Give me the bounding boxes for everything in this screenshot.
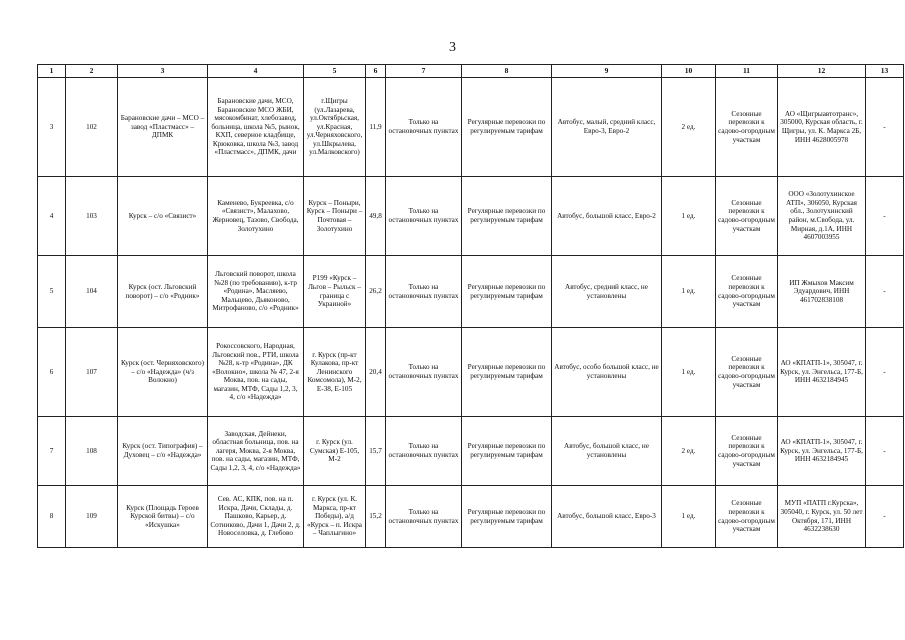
carrier-cell: ИП Жмыхов Максим Эдуардович, ИНН 461702838108: [778, 256, 866, 328]
header-cell: 13: [866, 65, 904, 78]
table-row: [38, 78, 904, 177]
route-name-cell: Барановские дачи – МСО – завод «Пластмасс» – ДПМК: [118, 78, 208, 177]
header-cell: 5: [304, 65, 366, 78]
notes-cell: -: [866, 256, 904, 328]
route-number-cell: 102: [66, 78, 118, 177]
vehicle-class-cell: Автобус, средний класс, не установлены: [552, 256, 662, 328]
vehicle-class-cell: Автобус, особо большой класс, не установлены: [552, 328, 662, 417]
route-number-cell: 104: [66, 256, 118, 328]
stops-cell: Заводская, Дейнеки, областная больница, пов. на лагеря, Моква, 2-я Моква, пов. на сады, магазин, МТФ, Сады 1,2, 3, 4, с/о «Надежда»: [208, 417, 304, 486]
streets-cell: г. Курск (ул. Сумская) Е-105, М-2: [304, 417, 366, 486]
route-name-cell: Курск (Площадь Героев Курской битвы) – с/о «Искушка»: [118, 486, 208, 548]
transport-type-cell: Регулярные перевозки по регулируемым тарифам: [462, 177, 552, 256]
header-cell: 8: [462, 65, 552, 78]
row-number-cell: 5: [38, 256, 66, 328]
transport-type-cell: Регулярные перевозки по регулируемым тарифам: [462, 328, 552, 417]
row-number-cell: 3: [38, 78, 66, 177]
length-cell: 49,8: [366, 177, 386, 256]
route-number-cell: 107: [66, 328, 118, 417]
route-number-cell: 103: [66, 177, 118, 256]
transport-type-cell: Регулярные перевозки по регулируемым тарифам: [462, 256, 552, 328]
boarding-cell: Только на остановочных пунктах: [386, 486, 462, 548]
vehicle-class-cell: Автобус, большой класс, не установлены: [552, 417, 662, 486]
table-row: [38, 328, 904, 417]
route-name-cell: Курск (ост. Типография) – Духовец – с/о «Надежда»: [118, 417, 208, 486]
schedule-type-cell: Сезонные перевозки к садово-огородным участкам: [716, 328, 778, 417]
vehicle-count-cell: 2 ед.: [662, 417, 716, 486]
streets-cell: Курск – Поныри, Курск – Поныри – Почтовая – Золотухино: [304, 177, 366, 256]
length-cell: 26,2: [366, 256, 386, 328]
notes-cell: -: [866, 177, 904, 256]
vehicle-class-cell: Автобус, большой класс, Евро-2: [552, 177, 662, 256]
header-cell: 11: [716, 65, 778, 78]
route-name-cell: Курск (ост. Льговский поворот) – с/о «Родник»: [118, 256, 208, 328]
streets-cell: г. Курск (пр-кт Кулакова, пр-кт Ленинского Комсомола), М-2, Е-38, Е-105: [304, 328, 366, 417]
notes-cell: -: [866, 78, 904, 177]
vehicle-count-cell: 2 ед.: [662, 78, 716, 177]
header-cell: 1: [38, 65, 66, 78]
boarding-cell: Только на остановочных пунктах: [386, 417, 462, 486]
header-cell: 7: [386, 65, 462, 78]
schedule-type-cell: Сезонные перевозки к садово-огородным участкам: [716, 486, 778, 548]
notes-cell: -: [866, 328, 904, 417]
length-cell: 20,4: [366, 328, 386, 417]
stops-cell: Каменево, Букреевка, с/о «Связист», Малахово, Жерновец, Тазово, Свобода, Золотухино: [208, 177, 304, 256]
boarding-cell: Только на остановочных пунктах: [386, 177, 462, 256]
transport-type-cell: Регулярные перевозки по регулируемым тарифам: [462, 78, 552, 177]
boarding-cell: Только на остановочных пунктах: [386, 328, 462, 417]
row-number-cell: 8: [38, 486, 66, 548]
route-name-cell: Курск – с/о «Связист»: [118, 177, 208, 256]
schedule-type-cell: Сезонные перевозки к садово-огородным участкам: [716, 417, 778, 486]
transport-type-cell: Регулярные перевозки по регулируемым тарифам: [462, 417, 552, 486]
vehicle-count-cell: 1 ед.: [662, 177, 716, 256]
header-cell: 3: [118, 65, 208, 78]
stops-cell: Рокоссовского, Народная, Льговский пов., РТИ, школа №28, к-тр «Родина», ДК «Волокно», школа № 47, 2-я Моква, пов. на сады, магазин, МТФ, Сады 1,2, 3, 4, с/о «Надежда»: [208, 328, 304, 417]
notes-cell: -: [866, 417, 904, 486]
length-cell: 15,2: [366, 486, 386, 548]
schedule-type-cell: Сезонные перевозки к садово-огородным участкам: [716, 256, 778, 328]
header-cell: 12: [778, 65, 866, 78]
vehicle-count-cell: 1 ед.: [662, 328, 716, 417]
table-row: [38, 256, 904, 328]
route-name-cell: Курск (ост. Черняховского) – с/о «Надежда» (ч/з Волокно): [118, 328, 208, 417]
header-cell: 2: [66, 65, 118, 78]
header-cell: 9: [552, 65, 662, 78]
streets-cell: г. Курск (ул. К. Маркса, пр-кт Победы), а/д «Курск – п. Искра – Чаплыгино»: [304, 486, 366, 548]
schedule-type-cell: Сезонные перевозки к садово-огородным участкам: [716, 78, 778, 177]
streets-cell: г.Щигры (ул.Лазарева, ул.Октябрьская, ул.Красная, ул.Черняховского, ул.Шкрылева, ул.Малковского): [304, 78, 366, 177]
stops-cell: Барановские дачи, МСО, Барановские МСО ЖБИ, мясокомбинат, хлебозавод, больница, школа №5, рынок, КХП, северное кладбище, Крюковка, школа №3, завод «Пластмасс», ДПМК, дачи: [208, 78, 304, 177]
route-number-cell: 109: [66, 486, 118, 548]
transport-type-cell: Регулярные перевозки по регулируемым тарифам: [462, 486, 552, 548]
row-number-cell: 4: [38, 177, 66, 256]
row-number-cell: 7: [38, 417, 66, 486]
boarding-cell: Только на остановочных пунктах: [386, 78, 462, 177]
streets-cell: Р199 «Курск – Льгов – Рыльск – граница с Украиной»: [304, 256, 366, 328]
vehicle-class-cell: Автобус, большой класс, Евро-3: [552, 486, 662, 548]
header-cell: 6: [366, 65, 386, 78]
vehicle-count-cell: 1 ед.: [662, 256, 716, 328]
table-row: [38, 486, 904, 548]
boarding-cell: Только на остановочных пунктах: [386, 256, 462, 328]
vehicle-count-cell: 1 ед.: [662, 486, 716, 548]
schedule-type-cell: Сезонные перевозки к садово-огородным участкам: [716, 177, 778, 256]
carrier-cell: АО «КПАТП-1», 305047, г. Курск, ул. Энгельса, 177-Б, ИНН 4632184945: [778, 417, 866, 486]
carrier-cell: АО «КПАТП-1», 305047, г. Курск, ул. Энгельса, 177-Б, ИНН 4632184945: [778, 328, 866, 417]
page-number: 3: [449, 40, 456, 55]
carrier-cell: АО «Щигрыавтотранс», 305000, Курская область, г. Щигры, ул. К. Маркса 2Б, ИНН 4628005978: [778, 78, 866, 177]
length-cell: 11,9: [366, 78, 386, 177]
header-cell: 10: [662, 65, 716, 78]
table-header-row: [38, 65, 904, 78]
vehicle-class-cell: Автобус, малый, средний класс, Евро-3, Евро-2: [552, 78, 662, 177]
routes-table: [37, 64, 904, 548]
carrier-cell: МУП «ПАТП г.Курска», 305040, г. Курск, ул. 50 лет Октября, 171, ИНН 4632238630: [778, 486, 866, 548]
header-cell: 4: [208, 65, 304, 78]
row-number-cell: 6: [38, 328, 66, 417]
carrier-cell: ООО «Золотухинское АТП», 306050, Курская обл., Золотухинский район, м.Свобода, ул. Мирная, д.1А, ИНН 4607003955: [778, 177, 866, 256]
table-row: [38, 417, 904, 486]
stops-cell: Сев. АС, КПК, пов. на п. Искра, Дачи, Склады, д. Пашково, Карьер, д. Сотниково, Дачи 1, Дачи 2, д. Новоселовка, д. Глебово: [208, 486, 304, 548]
route-number-cell: 108: [66, 417, 118, 486]
table-row: [38, 177, 904, 256]
length-cell: 15,7: [366, 417, 386, 486]
notes-cell: -: [866, 486, 904, 548]
stops-cell: Льговский поворот, школа №28 (по требованию), к-тр «Родина», Масляево, Мальцево, Дьяконово, Митрофаново, с/о «Родник»: [208, 256, 304, 328]
